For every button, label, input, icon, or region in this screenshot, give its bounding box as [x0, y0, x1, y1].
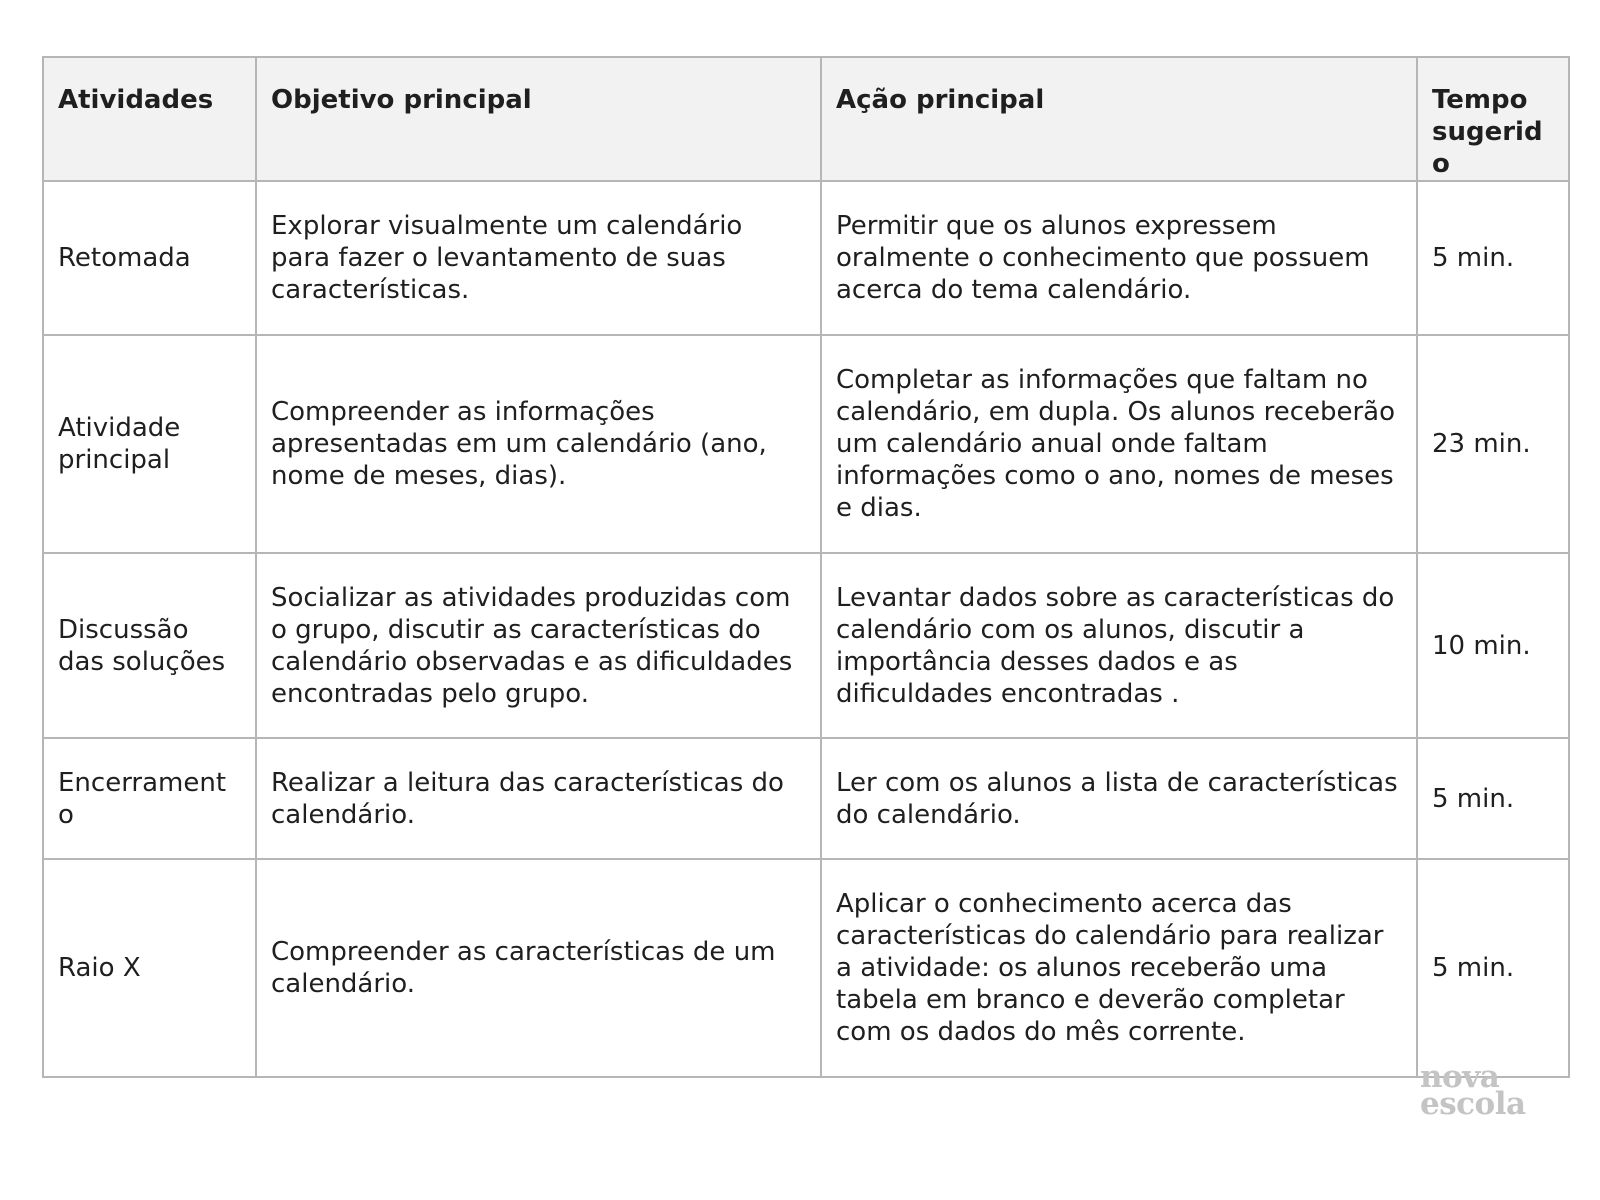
cell-atividade: Discussão das soluções: [43, 553, 256, 738]
cell-objetivo: Compreender as características de um calendário.: [256, 859, 821, 1077]
table-row: [43, 738, 1569, 859]
cell-objetivo: Explorar visualmente um calendário para fazer o levantamento de suas características.: [256, 181, 821, 335]
logo-line-escola: escola: [1420, 1086, 1526, 1122]
table-row: [43, 181, 1569, 335]
cell-tempo: 5 min.: [1417, 738, 1569, 859]
cell-atividade: Retomada: [43, 181, 256, 335]
table-row: [43, 859, 1569, 1077]
header-row: [43, 57, 1569, 181]
cell-acao: Aplicar o conhecimento acerca das características do calendário para realizar a atividade: os alunos receberão uma tabela em branco e deverão completar com os dados do mês corrente.: [821, 859, 1417, 1077]
table-row: [43, 335, 1569, 553]
cell-atividade: Encerramento: [43, 738, 256, 859]
cell-objetivo: Socializar as atividades produzidas com o grupo, discutir as características do calendário observadas e as dificuldades encontradas pelo grupo.: [256, 553, 821, 738]
cell-acao: Completar as informações que faltam no calendário, em dupla. Os alunos receberão um calendário anual onde faltam informações como o ano, nomes de meses e dias.: [821, 335, 1417, 553]
table-row: [43, 553, 1569, 738]
cell-tempo: 5 min.: [1417, 859, 1569, 1077]
cell-acao: Ler com os alunos a lista de características do calendário.: [821, 738, 1417, 859]
header-tempo-sugerido: Tempo sugerido: [1417, 57, 1569, 181]
cell-objetivo: Realizar a leitura das características do calendário.: [256, 738, 821, 859]
cell-tempo: 5 min.: [1417, 181, 1569, 335]
table-header: [43, 57, 1569, 181]
nova-escola-logo: [1420, 1059, 1550, 1122]
cell-atividade: Raio X: [43, 859, 256, 1077]
header-atividades: Atividades: [43, 57, 256, 181]
cell-tempo: 10 min.: [1417, 553, 1569, 738]
header-acao-principal: Ação principal: [821, 57, 1417, 181]
table-body: [43, 181, 1569, 1077]
cell-tempo: 23 min.: [1417, 335, 1569, 553]
cell-acao: Levantar dados sobre as características do calendário com os alunos, discutir a importância desses dados e as dificuldades encontradas .: [821, 553, 1417, 738]
logo-line-nova: nova: [1420, 1059, 1500, 1095]
cell-acao: Permitir que os alunos expressem oralmente o conhecimento que possuem acerca do tema calendário.: [821, 181, 1417, 335]
cell-objetivo: Compreender as informações apresentadas em um calendário (ano, nome de meses, dias).: [256, 335, 821, 553]
activity-plan-table: [42, 56, 1570, 1078]
header-objetivo-principal: Objetivo principal: [256, 57, 821, 181]
cell-atividade: Atividade principal: [43, 335, 256, 553]
